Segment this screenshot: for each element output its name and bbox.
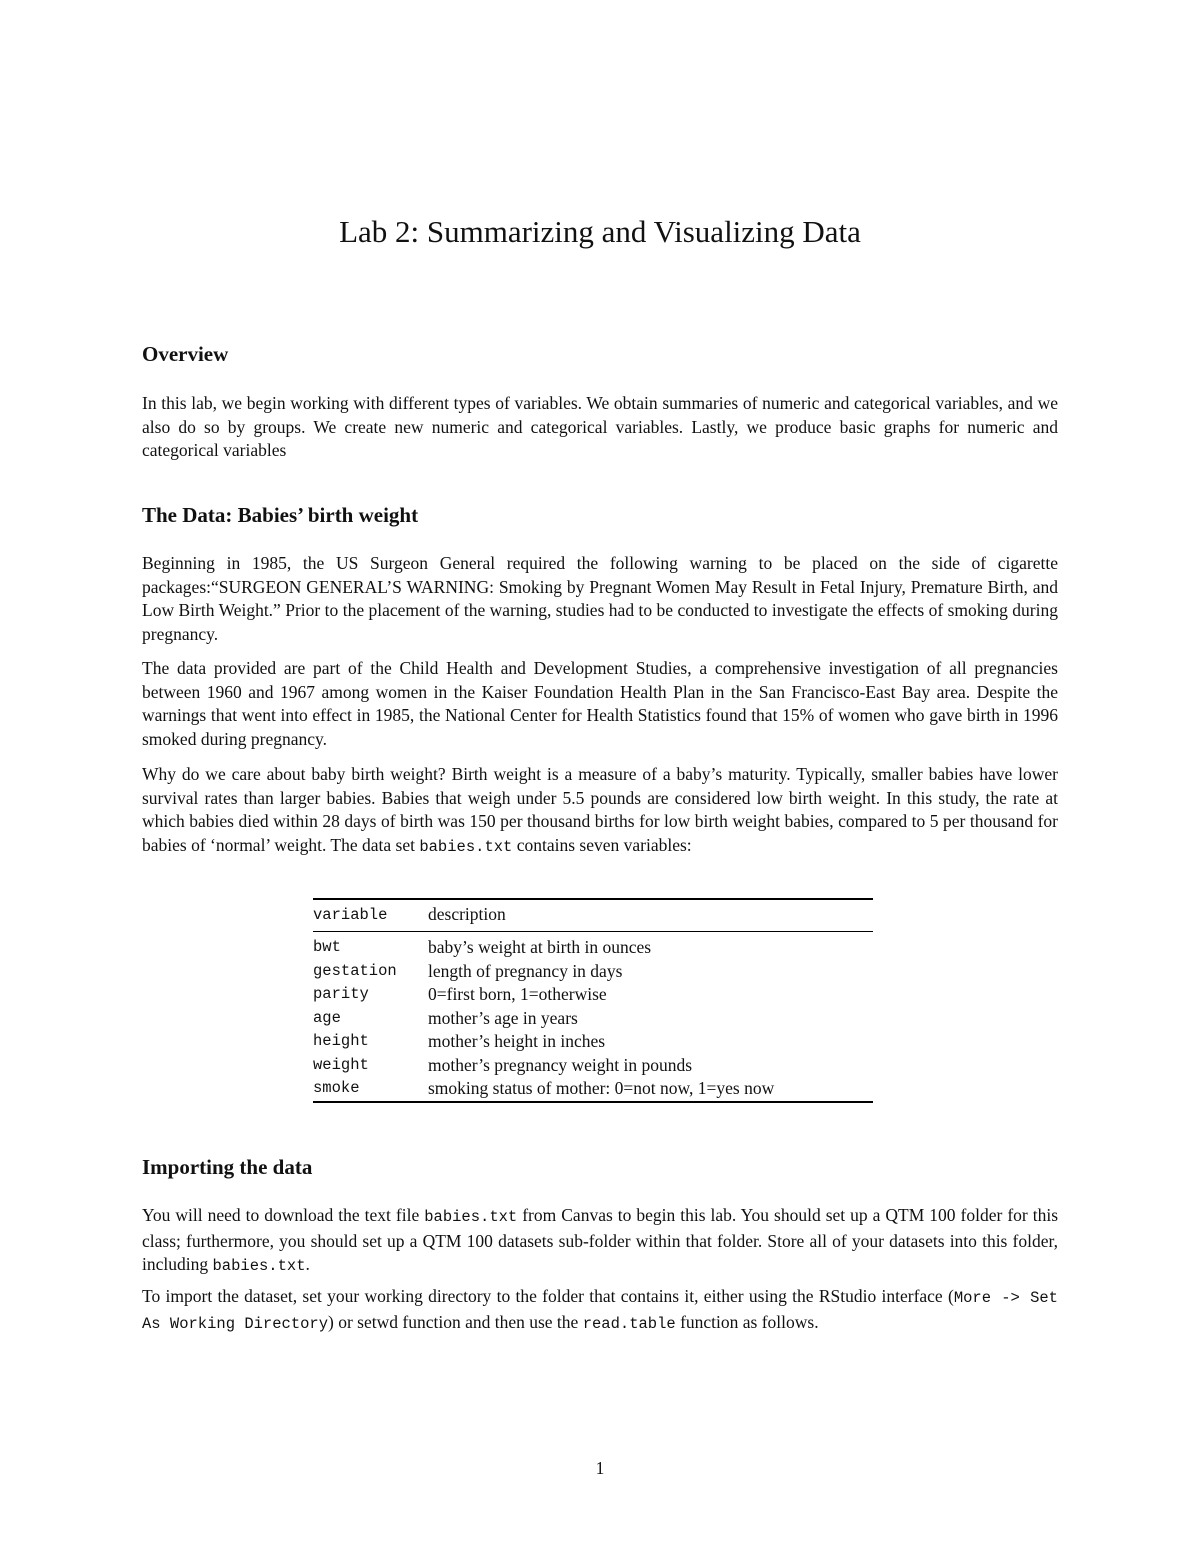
variable-name: parity [313,985,369,1003]
column-header-variable: variable [313,905,388,924]
importing-paragraph-1 [142,1204,1058,1279]
text: Why do we care about baby birth weight? Birth weight is a measure of a baby’s maturity. Typically, smaller babies have lower survival rates than larger babies. Babies that weigh under 5.5 pounds are considered low birth weight. In this study, the rate at which babies died within 28 days of birth was 150 per thousand births for low birth weight babies, compared to 5 per thousand for babies of ‘normal’ weight. The data set [142,764,1058,855]
variable-description: 0=first born, 1=otherwise [428,984,607,1004]
variable-description: smoking status of mother: 0=not now, 1=yes now [428,1078,775,1098]
section-heading-importing: Importing the data [142,1155,313,1179]
column-header-description: description [428,904,506,924]
data-paragraph-1: Beginning in 1985, the US Surgeon General required the following warning to be placed on the side of cigarette packages:“SURGEON GENERAL’S WARNING: Smoking by Pregnant Women May Result in Fetal Injury, Premature Birth, and Low Birth Weight.” Prior to the placement of the warning, studies had to be conducted to investigate the effects of smoking during pregnancy. [142,553,1058,644]
text: ) or setwd function and then use the [328,1311,583,1332]
variable-description: mother’s age in years [428,1007,578,1028]
variable-name: weight [313,1055,369,1074]
document-title: Lab 2: Summarizing and Visualizing Data [339,214,861,249]
variable-name: bwt [313,938,341,956]
variables-table [313,898,873,1103]
text: You will need to download the text file [142,1205,425,1225]
variable-name: gestation [313,961,397,980]
text: from Canvas to begin this lab. You should set up a QTM 100 folder for this class; furthermore, you should set up a QTM 100 datasets sub-folder within that folder. Store all of your datasets into this folder, including [142,1205,1059,1274]
variable-description: mother’s pregnancy weight in pounds [428,1054,693,1075]
data-paragraph-2: The data provided are part of the Child Health and Development Studies, a comprehensive investigation of all pregnancies between 1960 and 1967 among women in the Kaiser Foundation Health Plan in the San Francisco-East Bay area. Despite the warnings that went into effect in 1985, the National Center for Health Statistics found that 15% of women who gave birth in 1996 smoked during pregnancy. [142,658,1058,749]
table-row [313,960,873,984]
table-row [313,983,873,1007]
importing-paragraph-2 [142,1285,1058,1336]
variable-description: baby’s weight at birth in ounces [428,937,652,957]
variable-description: mother’s height in inches [428,1031,606,1051]
variable-name: height [313,1032,369,1050]
page-number: 1 [595,1458,605,1478]
text: . [305,1254,310,1274]
text: contains seven variables: [512,834,692,855]
table-row [313,932,873,960]
inline-code: More -> Set As Working Directory [142,1289,1058,1333]
table-row [313,1077,873,1102]
variable-name: age [313,1008,341,1027]
table-row [313,1007,873,1031]
table-row [313,1054,873,1078]
variable-description: length of pregnancy in days [428,960,623,981]
data-paragraph-3 [142,763,1058,859]
text: To import the dataset, set your working directory to the folder that contains it, either using the RStudio interface ( [142,1286,954,1306]
inline-code: babies.txt [424,1208,518,1226]
variable-name: smoke [313,1079,360,1097]
inline-code: read.table [582,1314,676,1333]
table-row [313,1030,873,1054]
section-heading-overview: Overview [142,342,229,366]
overview-paragraph: In this lab, we begin working with different types of variables. We obtain summaries of numeric and categorical variables, and we also do so by groups. We create new numeric and categorical variables. Lastly, we produce basic graphs for numeric and categorical variables [142,393,1058,460]
text: function as follows. [675,1311,819,1332]
section-heading-data: The Data: Babies’ birth weight [142,503,419,527]
inline-code: babies.txt [212,1257,306,1275]
inline-code: babies.txt [419,837,513,856]
